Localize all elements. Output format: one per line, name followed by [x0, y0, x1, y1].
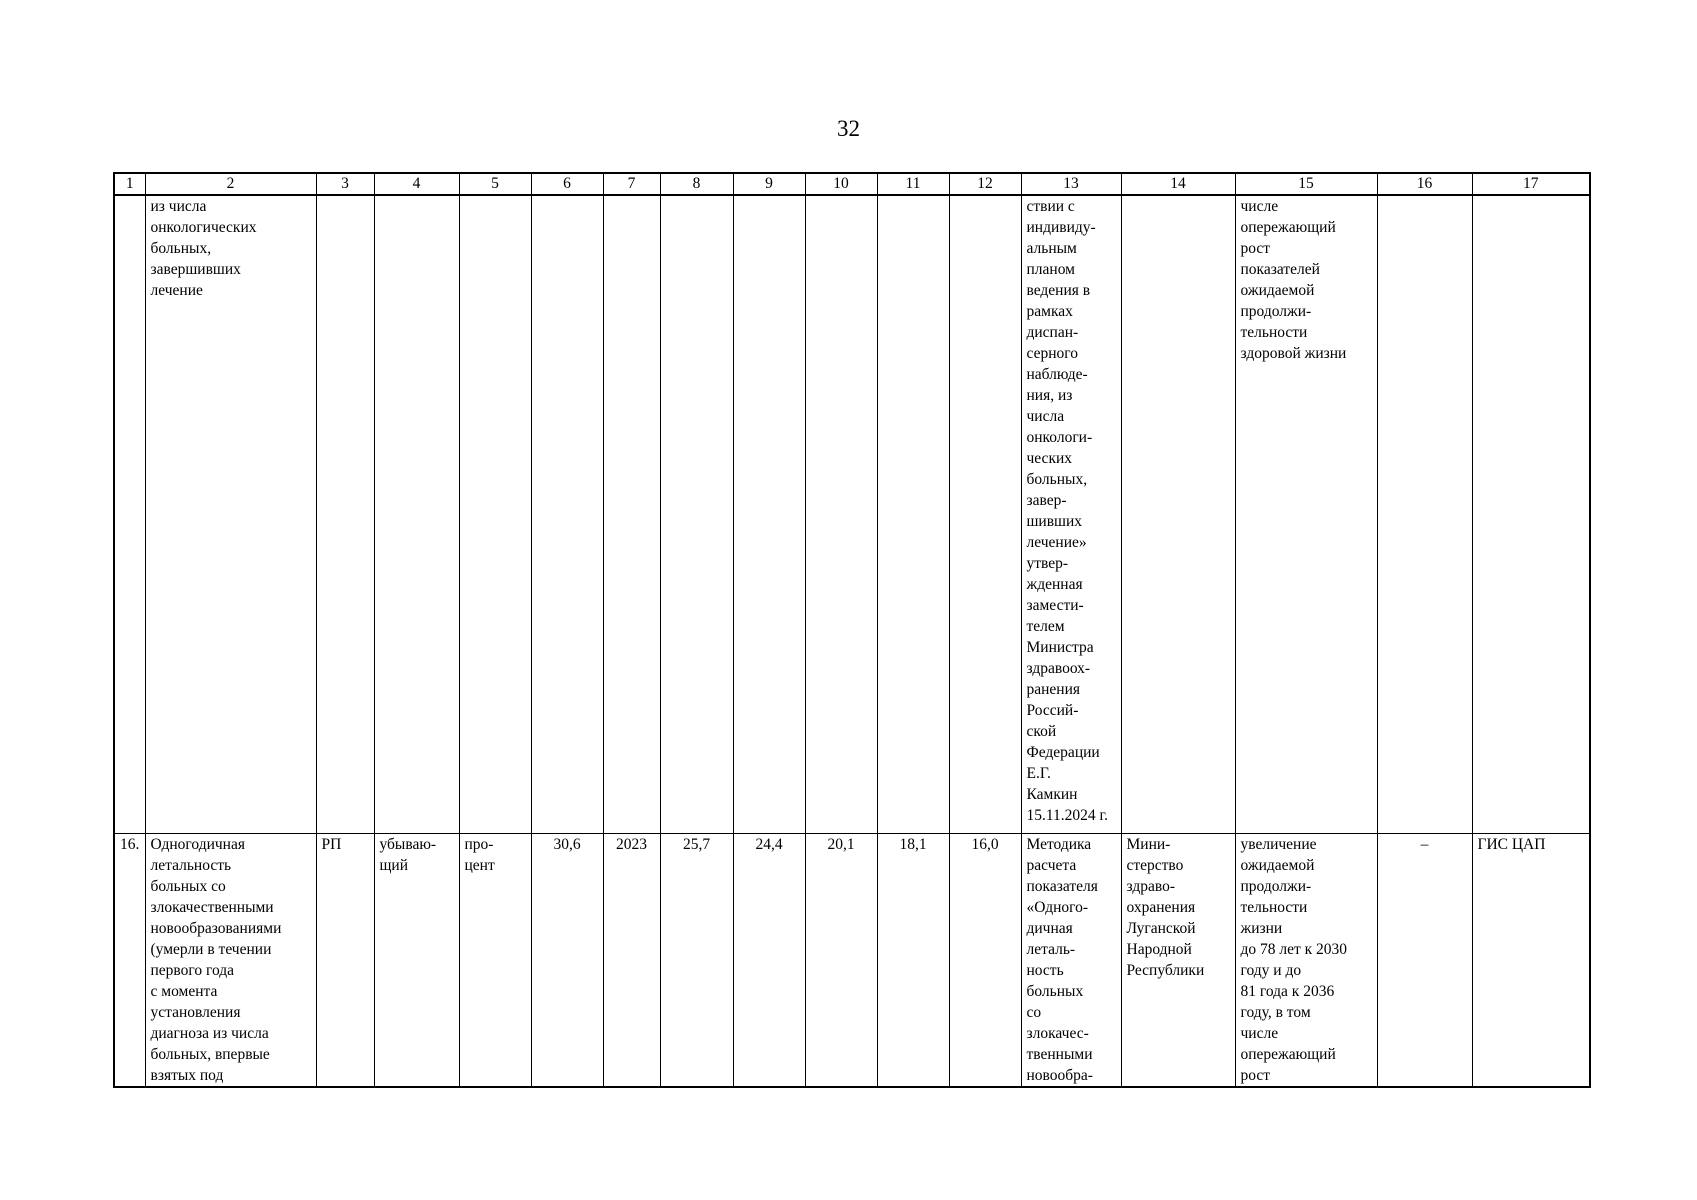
column-number: 10 [805, 173, 877, 195]
column-number: 9 [733, 173, 805, 195]
responsible-cell [1121, 195, 1235, 833]
column-number: 6 [531, 173, 603, 195]
column-number: 3 [316, 173, 374, 195]
value-cell [877, 195, 949, 833]
goal-link-cell: числе опережающий рост показателей ожидаемой продолжи- тельности здоровой жизни [1235, 195, 1377, 833]
indicator-name-cell: Одногодичная летальность больных со злокачественными новообразованиями (умерли в течении первого года с момента установления диагноза из числа больных, впервые взятых под [145, 833, 316, 1087]
indicator-name-cell: из числа онкологических больных, завершивших лечение [145, 195, 316, 833]
value-cell: 18,1 [877, 833, 949, 1087]
base-year-cell [603, 195, 660, 833]
value-cell [733, 195, 805, 833]
value-cell: 16,0 [949, 833, 1021, 1087]
value-cell [805, 195, 877, 833]
value-cell: 24,4 [733, 833, 805, 1087]
table-row [114, 195, 1590, 833]
column-number-row [114, 173, 1590, 195]
row-number-cell [114, 195, 145, 833]
level-cell: РП [316, 833, 374, 1087]
value-cell: 20,1 [805, 833, 877, 1087]
page-number: 32 [837, 116, 860, 141]
column-number: 2 [145, 173, 316, 195]
column-number: 12 [949, 173, 1021, 195]
column-number: 11 [877, 173, 949, 195]
info-system-cell [1472, 195, 1590, 833]
link-cell [1377, 195, 1472, 833]
column-number: 13 [1021, 173, 1121, 195]
column-number: 4 [374, 173, 459, 195]
info-system-cell: ГИС ЦАП [1472, 833, 1590, 1087]
value-cell [660, 195, 733, 833]
row-number-cell: 16. [114, 833, 145, 1087]
column-number: 17 [1472, 173, 1590, 195]
trend-cell [374, 195, 459, 833]
level-cell [316, 195, 374, 833]
unit-cell: про- цент [459, 833, 531, 1087]
value-cell [949, 195, 1021, 833]
column-number: 16 [1377, 173, 1472, 195]
unit-cell [459, 195, 531, 833]
link-cell: – [1377, 833, 1472, 1087]
base-year-cell: 2023 [603, 833, 660, 1087]
base-value-cell: 30,6 [531, 833, 603, 1087]
base-value-cell [531, 195, 603, 833]
column-number: 1 [114, 173, 145, 195]
methodology-cell: ствии с индивиду- альным планом ведения в рамках диспан- серного наблюде- ния, из числа онкологи- ческих больных, завер- шивших лечение» утвер- жденная замести- телем Министра здравоох- ранения Россий- ской Федерации Е.Г. Камкин 15.11.2024 г. [1021, 195, 1121, 833]
column-number: 5 [459, 173, 531, 195]
column-number: 7 [603, 173, 660, 195]
table-row [114, 833, 1590, 1087]
value-cell: 25,7 [660, 833, 733, 1087]
responsible-cell: Мини- стерство здраво- охранения Луганской Народной Республики [1121, 833, 1235, 1087]
trend-cell: убываю- щий [374, 833, 459, 1087]
column-number: 8 [660, 173, 733, 195]
column-number: 15 [1235, 173, 1377, 195]
column-number: 14 [1121, 173, 1235, 195]
methodology-cell: Методика расчета показателя «Одного- дичная леталь- ность больных со злокачес- твенными новообра- [1021, 833, 1121, 1087]
indicator-table [113, 172, 1591, 1088]
goal-link-cell: увеличение ожидаемой продолжи- тельности жизни до 78 лет к 2030 году и до 81 года к 2036 году, в том числе опережающий рост [1235, 833, 1377, 1087]
